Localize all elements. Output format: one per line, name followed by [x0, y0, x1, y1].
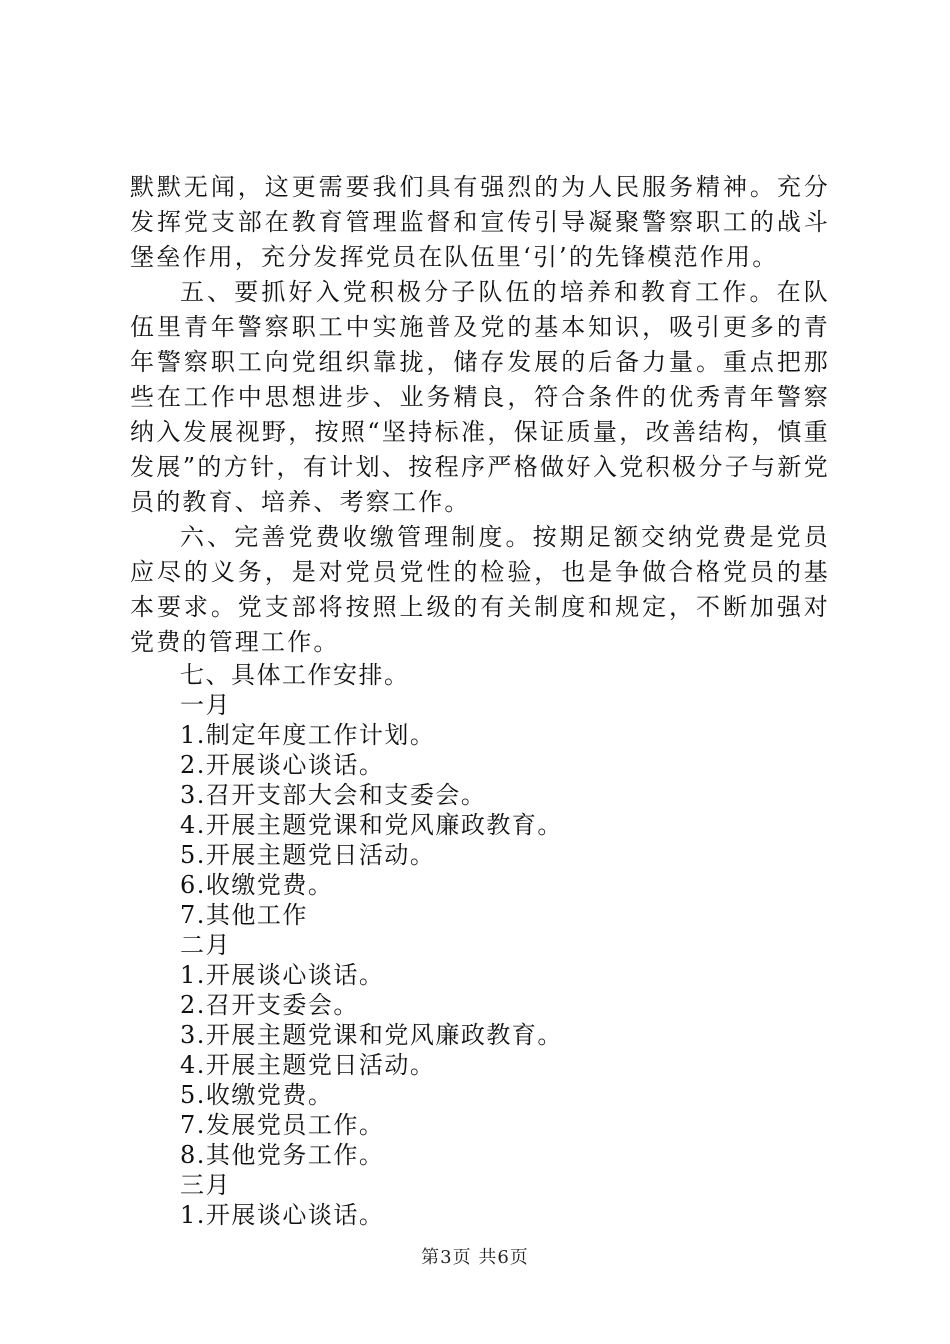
list-item: 1.制定年度工作计划。	[180, 721, 436, 749]
list-item: 5.收缴党费。	[180, 1081, 334, 1109]
list-item: 3.开展主题党课和党风廉政教育。	[180, 1021, 563, 1049]
document-body	[130, 170, 830, 1230]
list-item: 2.召开支委会。	[180, 991, 359, 1019]
month-heading: 二月	[180, 931, 231, 959]
paragraph-continuation: 默默无闻，这更需要我们具有强烈的为人民服务精神。充分发挥党支部在教育管理监督和宣传引导凝聚警察职工的战斗堡垒作用，充分发挥党员在队伍里‘引’的先锋模范作用。	[130, 173, 830, 271]
month-heading: 一月	[180, 691, 231, 719]
list-item: 8.其他党务工作。	[180, 1141, 385, 1169]
list-item: 6.收缴党费。	[180, 871, 334, 899]
list-item: 1.开展谈心谈话。	[180, 1201, 385, 1229]
list-item: 1.开展谈心谈话。	[180, 961, 385, 989]
list-item: 4.开展主题党课和党风廉政教育。	[180, 811, 563, 839]
paragraph-section-six: 六、完善党费收缴管理制度。按期足额交纳党费是党员应尽的义务，是对党员党性的检验，也是争做合格党员的基本要求。党支部将按照上级的有关制度和规定，不断加强对党费的管理工作。	[130, 523, 830, 656]
list-item: 2.开展谈心谈话。	[180, 751, 385, 779]
section-heading-seven: 七、具体工作安排。	[180, 661, 410, 689]
list-item: 5.开展主题党日活动。	[180, 841, 436, 869]
month-heading: 三月	[180, 1171, 231, 1199]
list-item: 7.发展党员工作。	[180, 1111, 385, 1139]
list-item: 7.其他工作	[180, 901, 308, 929]
page-number-footer: 第3页 共6页	[421, 1247, 529, 1268]
list-item: 3.召开支部大会和支委会。	[180, 781, 487, 809]
list-item: 4.开展主题党日活动。	[180, 1051, 436, 1079]
paragraph-section-five: 五、要抓好入党积极分子队伍的培养和教育工作。在队伍里青年警察职工中实施普及党的基本知识，吸引更多的青年警察职工向党组织靠拢，储存发展的后备力量。重点把那些在工作中思想进步、业务精良，符合条件的优秀青年警察纳入发展视野，按照“坚持标准，保证质量，改善结构，慎重发展”的方针，有计划、按程序严格做好入党积极分子与新党员的教育、培养、考察工作。	[130, 278, 830, 516]
